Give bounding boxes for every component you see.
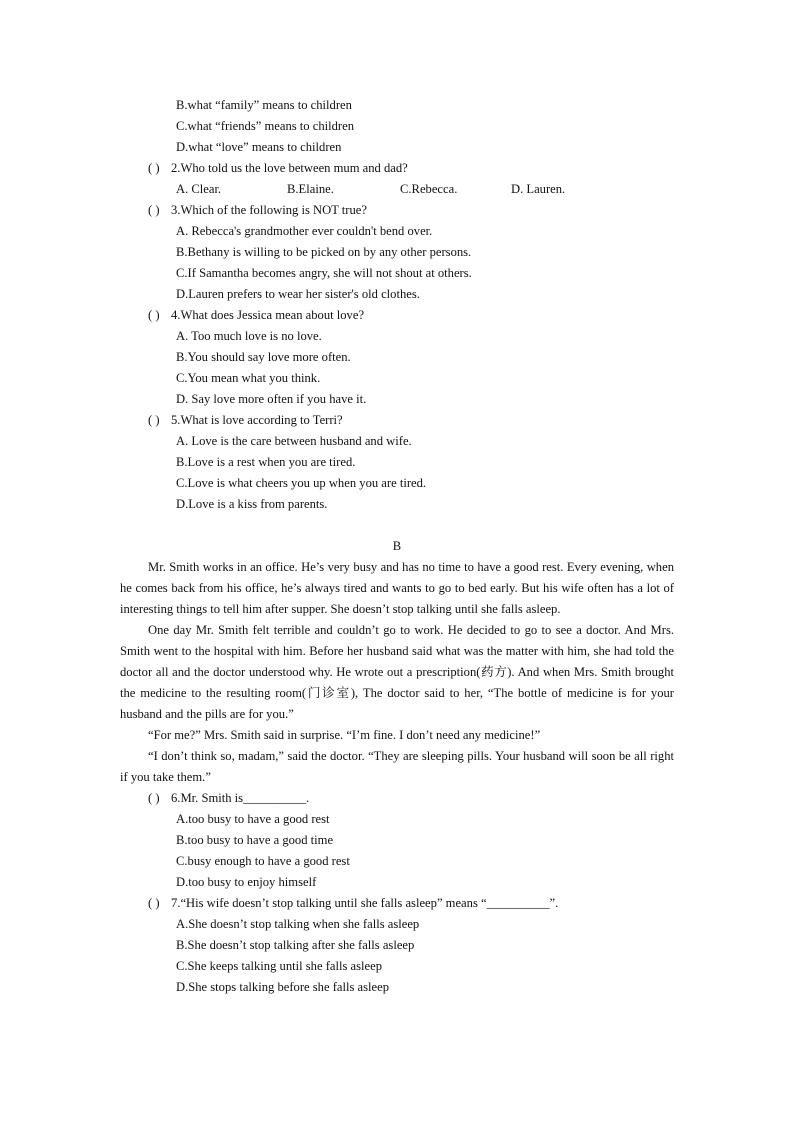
q5-option-c: C.Love is what cheers you up when you are tired. [176, 476, 427, 490]
q7-option-b: B.She doesn’t stop talking after she falls asleep [176, 938, 415, 952]
q2-option-b: B.Elaine. [287, 182, 334, 196]
q3-option-c: C.If Samantha becomes angry, she will not shout at others. [176, 266, 472, 280]
question-5 [0, 410, 794, 515]
q3-option-a: A. Rebecca's grandmother ever couldn't bend over. [176, 224, 433, 238]
question-7 [0, 893, 794, 998]
q3-option-b: B.Bethany is willing to be picked on by any other persons. [176, 245, 472, 259]
q1-option-d: D.what “love” means to children [176, 140, 342, 154]
q4-option-c: C.You mean what you think. [176, 371, 321, 385]
q5-answer-blank[interactable]: ( ) [148, 413, 160, 427]
q7-answer-blank[interactable]: ( ) [148, 896, 160, 910]
q2-option-c: C.Rebecca. [400, 182, 458, 196]
reading-passage [0, 557, 794, 788]
passage-paragraph-3: “For me?” Mrs. Smith said in surprise. “I’m fine. I don’t need any medicine!” [148, 728, 541, 742]
q6-option-c: C.busy enough to have a good rest [176, 854, 350, 868]
q1-option-c: C.what “friends” means to children [176, 119, 355, 133]
q6-option-b: B.too busy to have a good time [176, 833, 334, 847]
q6-stem [0, 788, 794, 809]
q4-stem [0, 305, 794, 326]
question-6 [0, 788, 794, 893]
q2-option-a: A. Clear. [176, 182, 222, 196]
q2-stem [0, 158, 794, 179]
q6-option-a: A.too busy to have a good rest [176, 812, 330, 826]
q4-option-d: D. Say love more often if you have it. [176, 392, 367, 406]
q7-option-d: D.She stops talking before she falls asleep [176, 980, 389, 994]
q2-options-row [0, 179, 794, 200]
q5-option-b: B.Love is a rest when you are tired. [176, 455, 356, 469]
worksheet-page [0, 95, 794, 998]
q2-text: 2.Who told us the love between mum and dad? [171, 161, 408, 175]
question-3 [0, 200, 794, 305]
q5-option-d: D.Love is a kiss from parents. [176, 497, 328, 511]
passage-paragraph-1: Mr. Smith works in an office. He’s very busy and has no time to have a good rest. Every evening, when he comes back from his office, he’s always tired and wants to go to bed early. But his wife often has a lot of interesting things to tell him after supper. She doesn’t stop talking until she falls asleep. [120, 560, 674, 616]
q7-stem [0, 893, 794, 914]
q4-option-b: B.You should say love more often. [176, 350, 351, 364]
q6-text: 6.Mr. Smith is__________. [171, 791, 310, 805]
q3-answer-blank[interactable]: ( ) [148, 203, 160, 217]
q5-option-a: A. Love is the care between husband and wife. [176, 434, 412, 448]
q7-option-a: A.She doesn’t stop talking when she falls asleep [176, 917, 420, 931]
q7-text: 7.“His wife doesn’t stop talking until she falls asleep” means “__________”. [171, 896, 559, 910]
passage-paragraph-2: One day Mr. Smith felt terrible and couldn’t go to work. He decided to go to see a doctor. And Mrs. Smith went to the hospital with him. Before her husband said what was the matter with him, she had told the doctor all and the doctor understood why. He wrote out a prescription(药方). And when Mrs. Smith brought the medicine to the resulting room(门诊室), The doctor said to her, “The bottle of medicine is for your husband and the pills are for you.” [120, 623, 674, 721]
q5-stem [0, 410, 794, 431]
passage-paragraph-4: “I don’t think so, madam,” said the doctor. “They are sleeping pills. Your husband will soon be all right if you take them.” [120, 749, 674, 784]
section-b-title: B [392, 539, 402, 553]
q4-option-a: A. Too much love is no love. [176, 329, 322, 343]
q6-answer-blank[interactable]: ( ) [148, 791, 160, 805]
q3-text: 3.Which of the following is NOT true? [171, 203, 367, 217]
q3-stem [0, 200, 794, 221]
q6-option-d: D.too busy to enjoy himself [176, 875, 317, 889]
q4-text: 4.What does Jessica mean about love? [171, 308, 365, 322]
q3-option-d: D.Lauren prefers to wear her sister's old clothes. [176, 287, 420, 301]
question-1-options [0, 95, 794, 158]
q2-option-d: D. Lauren. [511, 182, 566, 196]
question-2 [0, 158, 794, 200]
q4-answer-blank[interactable]: ( ) [148, 308, 160, 322]
question-4 [0, 305, 794, 410]
q1-option-b: B.what “family” means to children [176, 98, 352, 112]
q5-text: 5.What is love according to Terri? [171, 413, 343, 427]
q2-answer-blank[interactable]: ( ) [148, 161, 160, 175]
q7-option-c: C.She keeps talking until she falls asleep [176, 959, 383, 973]
